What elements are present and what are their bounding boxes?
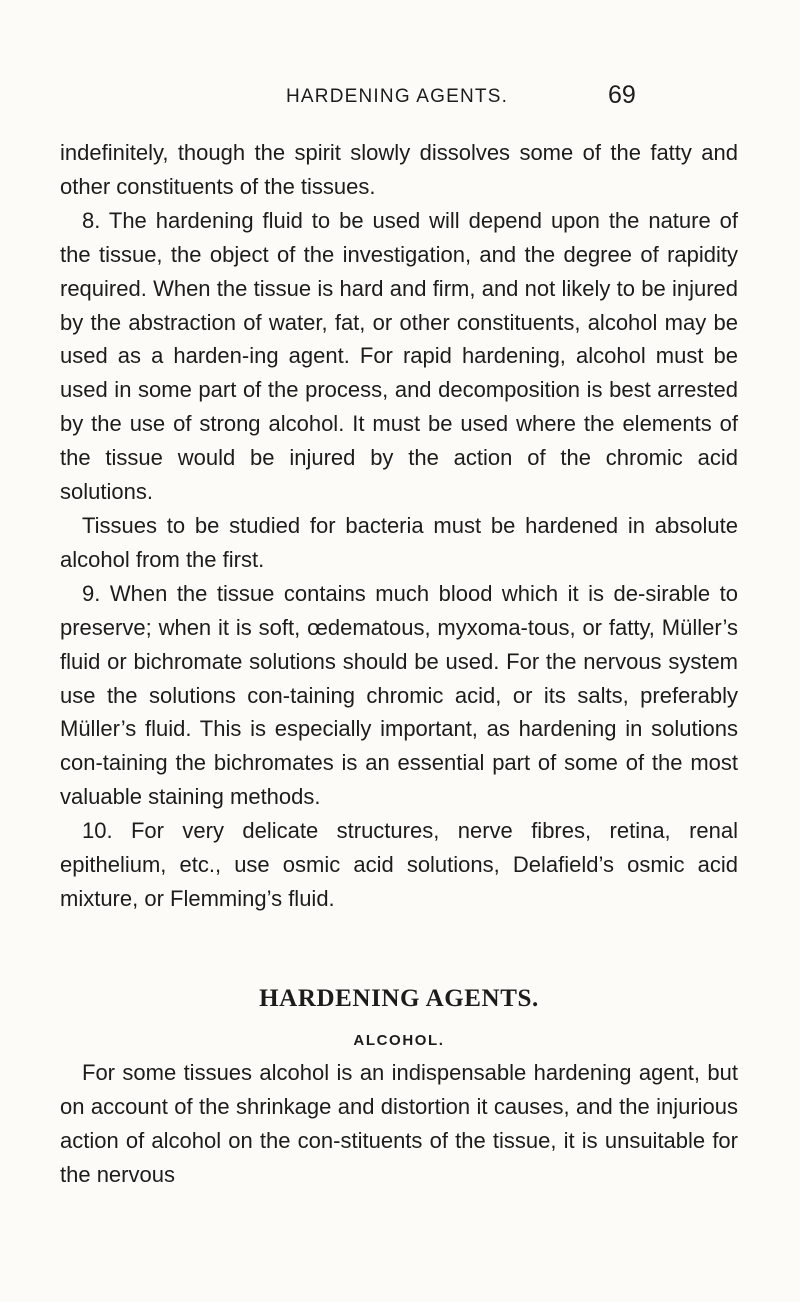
running-head [0, 78, 800, 114]
paragraph-alcohol: For some tissues alcohol is an indispensable hardening agent, but on account of the shrinkage and distortion it causes, and the injurious action of alcohol on the con-stituents of the tissue, it is unsuitable for the nervous [60, 1059, 738, 1187]
paragraph-10: 10. For very delicate structures, nerve fibres, retina, renal epithelium, etc., use osmic acid solutions, Delafield’s osmic acid mixture, or Flemming’s fluid. [60, 818, 738, 911]
page-number: 69 [608, 81, 636, 109]
subsection-heading: ALCOHOL. [353, 1031, 445, 1049]
section-heading: HARDENING AGENTS. [259, 984, 539, 1012]
running-title: HARDENING AGENTS. [286, 86, 509, 107]
paragraph-8: 8. The hardening fluid to be used will depend upon the nature of the tissue, the object of the investigation, and the degree of rapidity required. When the tissue is hard and firm, and not likely to be injured by the abstraction of water, fat, or other constituents, alcohol may be used as a harden-ing agent. For rapid hardening, alcohol must be used in some part of the process, and decomposition is best arrested by the use of strong alcohol. It must be used where the elements of the tissue would be injured by the action of the chromic acid solutions. [60, 207, 738, 505]
paragraph-continuation: indefinitely, though the spirit slowly dissolves some of the fatty and other constituents of the tissues. [60, 140, 738, 199]
paragraph-bacteria: Tissues to be studied for bacteria must be hardened in absolute alcohol from the first. [60, 512, 738, 572]
paragraph-9: 9. When the tissue contains much blood which it is de-sirable to preserve; when it is soft, œdematous, myxoma-tous, or fatty, Müller’s fluid or bichromate solutions should be used. For the nervous system use the solutions con-taining chromic acid, or its salts, preferably Müller’s fluid. This is especially important, as hardening in solutions con-taining the bichromates is an essential part of some of the most valuable staining methods. [60, 580, 738, 810]
body-text [60, 136, 738, 1191]
